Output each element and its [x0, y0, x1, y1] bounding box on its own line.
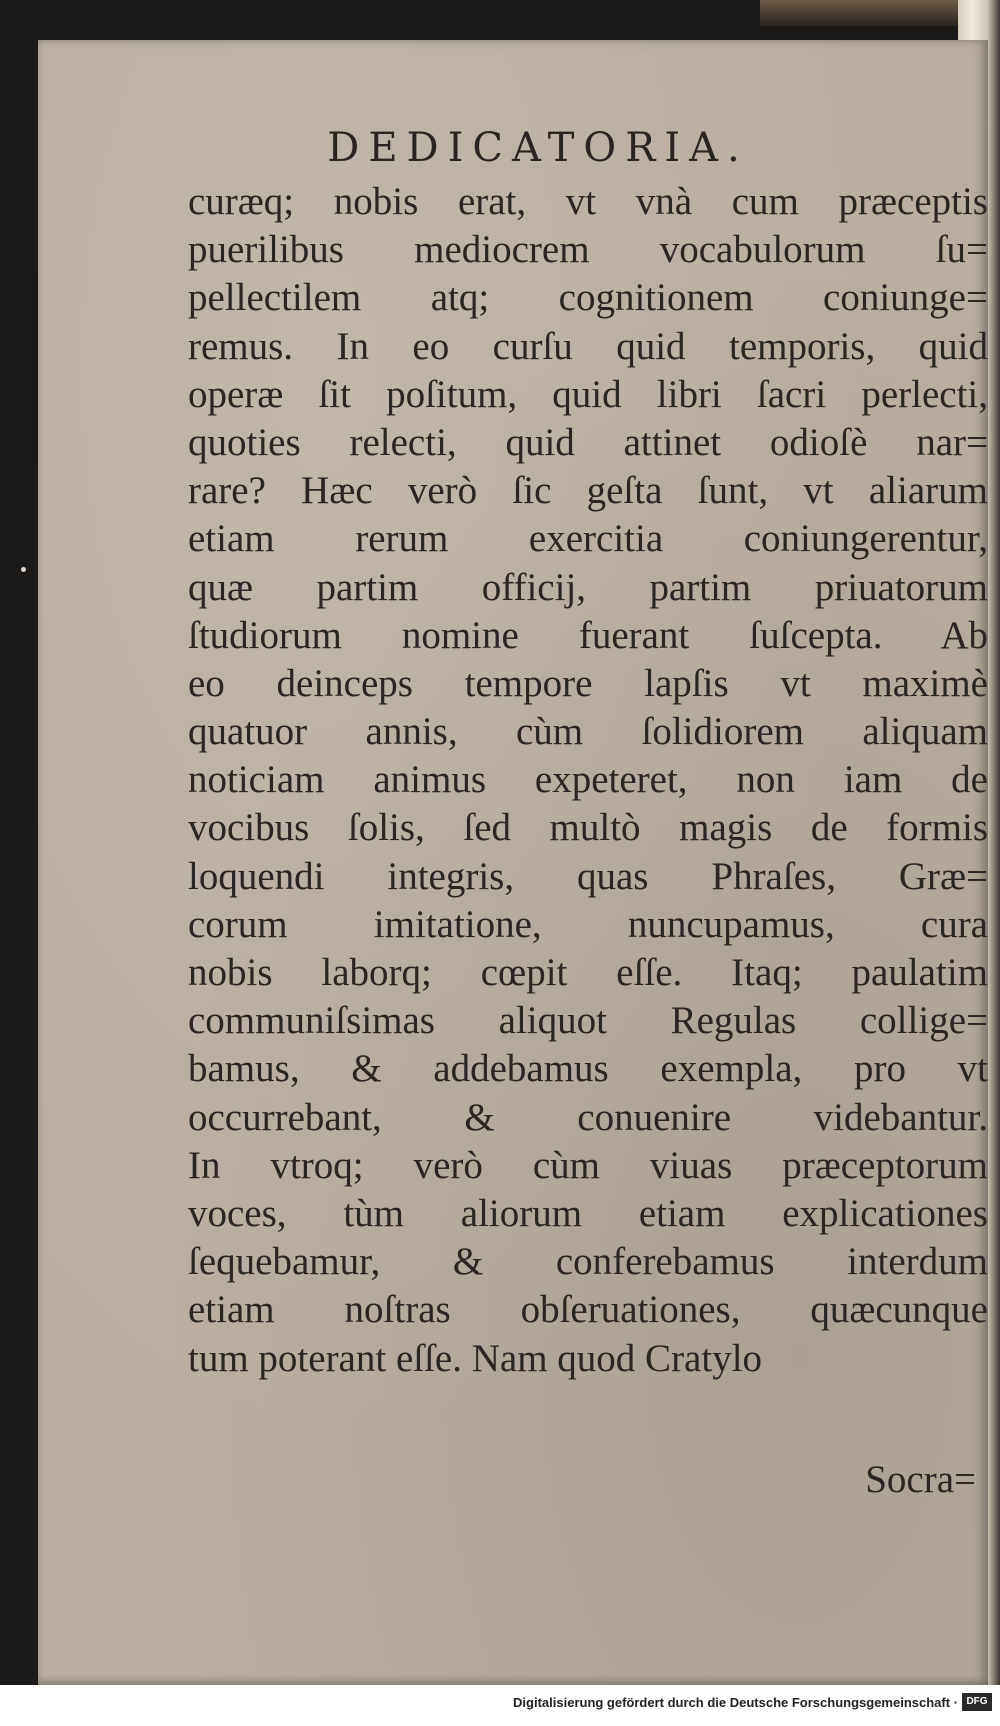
footer-bar [0, 1685, 1000, 1726]
text-line: curæq; nobis erat, vt vnà cum præceptis [188, 180, 988, 223]
text-line: ſequebamur, & conferebamus interdum [188, 1240, 988, 1284]
text-line: noticiam animus expeteret, non iam de [188, 758, 988, 802]
text-line: quoties relecti, quid attinet odioſè nar= [188, 420, 988, 464]
text-line: loquendi integris, quas Phraſes, Græ= [188, 854, 988, 898]
dfg-logo: DFG [962, 1693, 992, 1711]
text-line: eo deinceps tempore lapſis vt maximè [188, 661, 988, 705]
text-line: etiam rerum exercitia coniungerentur, [188, 517, 988, 561]
text-line: puerilibus mediocrem vocabulorum ſu= [188, 228, 988, 272]
text-line: rare? Hæc verò ſic geſta ſunt, vt aliarum [188, 469, 988, 513]
text-line: bamus, & addebamus exempla, pro vt [188, 1047, 988, 1091]
text-line: ſtudiorum nomine fuerant ſuſcepta. Ab [188, 613, 988, 657]
funding-credit: Digitalisierung gefördert durch die Deutsche Forschungsgemeinschaft · [513, 1695, 958, 1710]
text-line: vocibus ſolis, ſed multò magis de formis [188, 806, 988, 850]
text-line: communiſsimas aliquot Regulas collige= [188, 999, 988, 1043]
text-line: occurrebant, & conuenire videbantur. [188, 1095, 988, 1139]
running-head: DEDICATORIA. [327, 125, 749, 171]
text-line: quatuor annis, cùm ſolidiorem aliquam [188, 710, 988, 754]
text-line: voces, tùm aliorum etiam explicationes [188, 1191, 988, 1235]
text-line: In vtroq; verò cùm viuas præceptorum [188, 1143, 988, 1187]
catchword: Socra= [865, 1458, 976, 1501]
text-line: nobis laborq; cœpit eſſe. Itaq; paulatim [188, 951, 988, 994]
text-line: corum imitatione, nuncupamus, cura [188, 902, 988, 946]
body-text [188, 178, 988, 1383]
text-line: remus. In eo curſu quid temporis, quid [188, 324, 988, 368]
scan-speck [21, 567, 26, 572]
text-line: quæ partim officij, partim priuatorum [188, 565, 988, 609]
text-line: operæ ſit poſitum, quid libri ſacri perlecti, [188, 372, 988, 416]
text-line: pellectilem atq; cognitionem coniunge= [188, 276, 988, 320]
text-line: tum poterant eſſe. Nam quod Cratylo [188, 1336, 763, 1380]
text-line: etiam noſtras obſeruationes, quæcunque [188, 1288, 988, 1332]
book-page [38, 40, 988, 1685]
